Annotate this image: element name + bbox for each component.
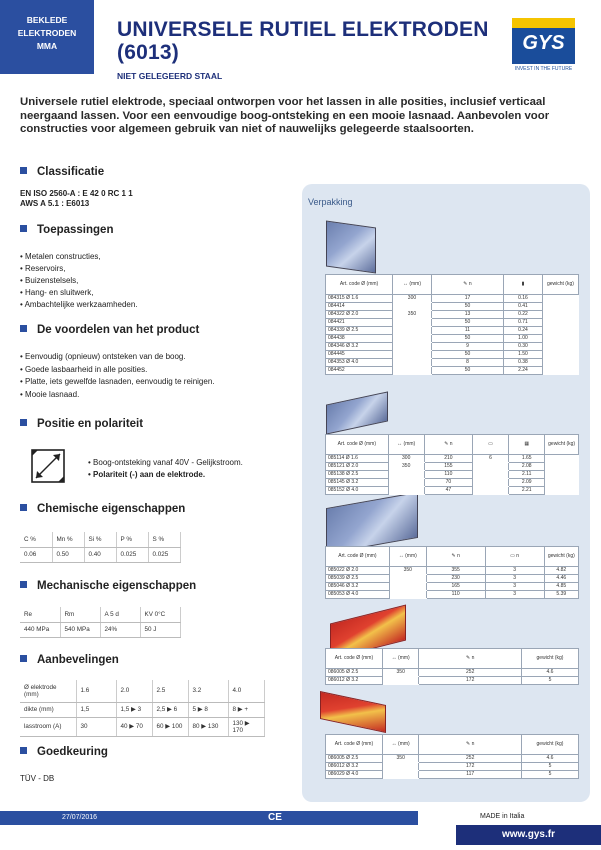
title-line-2: (6013): [117, 41, 179, 64]
table-cell: 0.24: [504, 327, 543, 335]
welding-positions-icon: [30, 448, 66, 484]
table-cell: 4.6: [521, 755, 578, 763]
table-cell: 085145 Ø 3.2: [326, 479, 389, 487]
table-cell: 17: [431, 295, 503, 303]
table-cell: 0.16: [504, 295, 543, 303]
table-cell: 11: [431, 327, 503, 335]
carton-icon: ▦: [524, 441, 530, 447]
website-link[interactable]: www.gys.fr: [456, 825, 601, 845]
list-item: • Platte, iets gewelfde lasnaden, eenvoudig te reinigen.: [20, 376, 215, 389]
table-cell: 084438: [326, 335, 393, 343]
title-line-1: UNIVERSELE RUTIEL ELEKTRODEN: [117, 18, 489, 41]
packaging-table-3: [325, 546, 579, 599]
table-cell: 2,5 ▶ 6: [152, 702, 188, 717]
table-cell: 2.08: [509, 463, 545, 471]
table-cell: 084421: [326, 319, 393, 327]
list-item: • Ambachtelijke werkzaamheden.: [20, 299, 138, 311]
section-toepassingen: Toepassingen: [20, 224, 113, 236]
table-cell: 70: [424, 479, 472, 487]
table-cell: 2.0: [116, 680, 152, 702]
table-cell: 084346 Ø 3.2: [326, 343, 393, 351]
table-cell: 0.40: [84, 547, 116, 562]
table-cell: [382, 677, 418, 685]
table-cell: 230: [426, 575, 485, 583]
list-item: • Boog-ontsteking vanaf 40V - Gelijkstroom.: [88, 457, 243, 469]
table-header: dikte (mm): [20, 702, 76, 717]
packaging-table-2: [325, 434, 579, 495]
table-cell: 350: [393, 311, 432, 319]
table-cell: [382, 771, 418, 779]
table-cell: [472, 487, 508, 495]
table-cell: 086012 Ø 3.2: [326, 677, 383, 685]
table-row: [326, 327, 579, 335]
logo-tagline: INVEST IN THE FUTURE: [514, 66, 573, 72]
table-cell: 440 MPa: [20, 622, 60, 637]
electrode-icon: ✎ n: [466, 741, 475, 747]
table-cell: 117: [419, 771, 522, 779]
table-header: [431, 275, 503, 295]
bullet-square-icon: [20, 225, 27, 232]
table-header: [504, 275, 543, 295]
chemical-table: [20, 532, 181, 563]
table-header: Art. code Ø (mm): [326, 735, 383, 755]
table-cell: 5 ▶ 8: [188, 702, 228, 717]
footer: [0, 811, 601, 850]
table-cell: 350: [389, 567, 426, 575]
table-cell: [393, 359, 432, 367]
table-cell: [388, 471, 424, 479]
table-cell: 3.2: [188, 680, 228, 702]
page-title: [117, 18, 489, 64]
table-header: gewicht (kg): [545, 435, 579, 455]
table-cell: 50: [431, 319, 503, 327]
table-cell: [393, 335, 432, 343]
page-subtitle: NIET GELEGEERD STAAL: [117, 71, 223, 81]
packaging-table-4: [325, 648, 579, 685]
table-cell: [393, 367, 432, 375]
table-cell: 252: [419, 669, 522, 677]
table-cell: [393, 327, 432, 335]
table-cell: 50: [431, 303, 503, 311]
bullet-square-icon: [20, 167, 27, 174]
table-cell: 9: [431, 343, 503, 351]
table-cell: 0.50: [52, 547, 84, 562]
table-cell: 085046 Ø 3.2: [326, 583, 390, 591]
table-cell: 0.30: [504, 343, 543, 351]
table-header: Si %: [84, 532, 116, 547]
table-cell: 8 ▶ +: [228, 702, 264, 717]
table-cell: [472, 463, 508, 471]
table-cell: 8: [431, 359, 503, 367]
table-cell: 085114 Ø 1.6: [326, 455, 389, 463]
table-header: Art. code Ø (mm): [326, 547, 390, 567]
table-row: [326, 755, 579, 763]
table-cell: 130 ▶ 170: [228, 717, 264, 736]
table-cell: 084339 Ø 2.5: [326, 327, 393, 335]
table-cell: 084414: [326, 303, 393, 311]
table-header: S %: [148, 532, 180, 547]
table-header: gewicht (kg): [521, 649, 578, 669]
table-cell: 0.38: [504, 359, 543, 367]
table-cell: [393, 351, 432, 359]
bullet-square-icon: [20, 504, 27, 511]
table-header: ↔ (mm): [393, 275, 432, 295]
table-row: [326, 763, 579, 771]
table-header: lasstroom (A): [20, 717, 76, 736]
box-icon: ▭ n: [510, 553, 520, 559]
table-header: gewicht (kg): [544, 547, 578, 567]
list-item: • Hang- en sluitwerk,: [20, 287, 138, 299]
section-mechanisch: Mechanische eigenschappen: [20, 580, 196, 592]
table-row: [326, 771, 579, 779]
table-cell: 4.0: [228, 680, 264, 702]
table-row: [326, 591, 579, 599]
classification-en-iso: EN ISO 2560-A : E 42 0 RC 1 1: [20, 189, 133, 198]
table-row: [326, 487, 579, 495]
table-cell: 4.6: [521, 669, 578, 677]
table-row: [326, 669, 579, 677]
table-cell: 3: [485, 575, 544, 583]
table-cell: 086005 Ø 2.5: [326, 755, 383, 763]
section-positie: Positie en polariteit: [20, 418, 143, 430]
table-cell: 084353 Ø 4.0: [326, 359, 393, 367]
bullet-square-icon: [20, 325, 27, 332]
table-cell: [388, 487, 424, 495]
bullet-square-icon: [20, 747, 27, 754]
table-cell: 085138 Ø 2.5: [326, 471, 389, 479]
table-cell: 50: [431, 335, 503, 343]
table-cell: 084452: [326, 367, 393, 375]
table-cell: 1,5: [76, 702, 116, 717]
list-item: • Goede lasbaarheid in alle posities.: [20, 364, 215, 377]
table-cell: 0.025: [116, 547, 148, 562]
table-cell: [393, 343, 432, 351]
table-cell: [388, 479, 424, 487]
table-row: [326, 479, 579, 487]
list-item: • Eenvoudig (opnieuw) ontsteken van de boog.: [20, 351, 215, 364]
intro-paragraph: Universele rutiel elektrode, speciaal ontworpen voor het lassen in alle posities, inclusief verticaal neergaand lassen. Voor een eenvoudige boog-ontsteking en een mooie lasnaad. Aanbevolen voor constructies voor algemeen gebruik van niet of nauwelijks gelegeerde staalsoorten.: [20, 96, 550, 135]
table-cell: 084445: [326, 351, 393, 359]
list-item: • Reservoirs,: [20, 263, 138, 275]
electrode-icon: ✎ n: [444, 441, 453, 447]
table-row: [326, 471, 579, 479]
table-cell: [389, 583, 426, 591]
table-cell: 1.50: [504, 351, 543, 359]
table-cell: 3: [485, 591, 544, 599]
classification-lines: [20, 189, 133, 209]
product-category-tag: [0, 0, 94, 74]
table-cell: 4.82: [544, 567, 578, 575]
table-cell: [393, 303, 432, 311]
table-cell: 085039 Ø 2.5: [326, 575, 390, 583]
table-cell: 50 J: [140, 622, 180, 637]
table-row: [326, 351, 579, 359]
table-cell: [389, 575, 426, 583]
list-item: • Polariteit (-) aan de elektrode.: [88, 469, 243, 481]
bullet-square-icon: [20, 419, 27, 426]
made-in-label: MADE in Italia: [480, 813, 525, 820]
table-row: [326, 575, 579, 583]
table-cell: 1.65: [509, 455, 545, 463]
table-row: [326, 343, 579, 351]
section-aanbevelingen: Aanbevelingen: [20, 654, 119, 666]
table-cell: 086029 Ø 4.0: [326, 771, 383, 779]
document-date: 27/07/2016: [62, 814, 98, 821]
logo-text: GYS: [522, 32, 565, 54]
applications-list: [20, 251, 138, 311]
table-cell: 165: [426, 583, 485, 591]
recommendations-table: [20, 680, 265, 737]
table-cell: 47: [424, 487, 472, 495]
box-icon: ▭: [488, 441, 493, 447]
table-cell: 1,5 ▶ 3: [116, 702, 152, 717]
table-cell: [472, 479, 508, 487]
advantages-list: [20, 351, 215, 401]
category-line-1: BEKLEDE: [26, 15, 68, 25]
table-cell: 085053 Ø 4.0: [326, 591, 390, 599]
table-cell: 2.5: [152, 680, 188, 702]
table-row: [326, 455, 579, 463]
table-row: [326, 367, 579, 375]
bullet-square-icon: [20, 655, 27, 662]
table-row: [326, 359, 579, 367]
table-header: KV 0°C: [140, 607, 180, 622]
table-cell: 5: [521, 677, 578, 685]
table-cell: 085022 Ø 2.0: [326, 567, 390, 575]
packaging-table-1: [325, 274, 579, 375]
table-cell: 0.06: [20, 547, 52, 562]
table-header: ↔ (mm): [382, 735, 418, 755]
table-cell: 2.11: [509, 471, 545, 479]
table-header: gewicht (kg): [542, 275, 578, 295]
table-cell: 0.71: [504, 319, 543, 327]
table-header: ↔ (mm): [388, 435, 424, 455]
table-cell: 0.22: [504, 311, 543, 319]
table-cell: 085152 Ø 4.0: [326, 487, 389, 495]
table-cell: 24%: [100, 622, 140, 637]
table-cell: 350: [382, 669, 418, 677]
table-header: Art. code Ø (mm): [326, 275, 393, 295]
table-cell: 2.21: [509, 487, 545, 495]
polarity-list: [88, 457, 243, 480]
electrode-icon: ✎ n: [466, 655, 475, 661]
table-header: Rm: [60, 607, 100, 622]
table-cell: 50: [431, 367, 503, 375]
table-header: [419, 735, 522, 755]
table-header: [426, 547, 485, 567]
table-row: [326, 335, 579, 343]
table-cell: [382, 763, 418, 771]
category-line-2: ELEKTRODEN: [17, 28, 77, 38]
table-header: [472, 435, 508, 455]
table-header: [424, 435, 472, 455]
table-cell: 210: [424, 455, 472, 463]
table-row: [326, 303, 579, 311]
table-header: Art. code Ø (mm): [326, 649, 383, 669]
table-cell: 3: [485, 583, 544, 591]
list-item: • Buizenstelsels,: [20, 275, 138, 287]
table-cell: 80 ▶ 130: [188, 717, 228, 736]
list-item: • Metalen constructies,: [20, 251, 138, 263]
table-cell: 084315 Ø 1.6: [326, 295, 393, 303]
table-header: Ø elektrode (mm): [20, 680, 76, 702]
table-cell: 5.39: [544, 591, 578, 599]
table-cell: 1.00: [504, 335, 543, 343]
table-row: [326, 583, 579, 591]
table-cell: 0.025: [148, 547, 180, 562]
table-header: A 5 d: [100, 607, 140, 622]
table-header: [509, 435, 545, 455]
table-cell: [393, 319, 432, 327]
table-cell: 0.41: [504, 303, 543, 311]
section-chemisch: Chemische eigenschappen: [20, 503, 185, 515]
table-header: P %: [116, 532, 148, 547]
table-row: [326, 567, 579, 575]
table-cell: 355: [426, 567, 485, 575]
table-cell: 110: [426, 591, 485, 599]
mechanical-table: [20, 607, 181, 638]
table-cell: 6: [472, 455, 508, 463]
table-header: ↔ (mm): [382, 649, 418, 669]
table-cell: 1.6: [76, 680, 116, 702]
table-cell: 50: [431, 351, 503, 359]
section-goedkeuring: Goedkeuring: [20, 746, 108, 758]
table-header: [485, 547, 544, 567]
table-cell: [389, 591, 426, 599]
table-cell: 110: [424, 471, 472, 479]
packaging-title: Verpakking: [308, 197, 353, 207]
table-cell: 300: [393, 295, 432, 303]
table-cell: 5: [521, 763, 578, 771]
table-header: ↔ (mm): [389, 547, 426, 567]
table-row: [326, 677, 579, 685]
table-header: Art. code Ø (mm): [326, 435, 389, 455]
table-cell: 40 ▶ 70: [116, 717, 152, 736]
table-cell: 2.09: [509, 479, 545, 487]
table-header: gewicht (kg): [521, 735, 578, 755]
classification-aws: AWS A 5.1 : E6013: [20, 199, 90, 208]
table-cell: 086005 Ø 2.5: [326, 669, 383, 677]
electrode-icon: ✎ n: [463, 281, 472, 287]
table-cell: 085121 Ø 2.0: [326, 463, 389, 471]
table-cell: 30: [76, 717, 116, 736]
table-cell: 13: [431, 311, 503, 319]
table-cell: 60 ▶ 100: [152, 717, 188, 736]
table-cell: 252: [419, 755, 522, 763]
table-header: Mn %: [52, 532, 84, 547]
table-cell: 2.24: [504, 367, 543, 375]
packaging-table-5: [325, 734, 579, 779]
table-cell: 5: [521, 771, 578, 779]
table-cell: 086012 Ø 3.2: [326, 763, 383, 771]
category-line-3: MMA: [36, 41, 58, 51]
table-cell: 300: [388, 455, 424, 463]
table-cell: 172: [419, 677, 522, 685]
table-header: Re: [20, 607, 60, 622]
table-cell: 172: [419, 763, 522, 771]
gys-logo: [512, 18, 575, 76]
table-header: [419, 649, 522, 669]
list-item: • Mooie lasnaad.: [20, 389, 215, 402]
table-row: [326, 311, 579, 319]
table-cell: 084322 Ø 2.0: [326, 311, 393, 319]
table-cell: 350: [388, 463, 424, 471]
bullet-square-icon: [20, 581, 27, 588]
table-cell: 540 MPa: [60, 622, 100, 637]
electrode-tube-image: [326, 220, 376, 273]
table-header: C %: [20, 532, 52, 547]
table-cell: 4.46: [544, 575, 578, 583]
table-cell: 350: [382, 755, 418, 763]
footer-bar: [0, 811, 418, 825]
table-cell: [472, 471, 508, 479]
table-cell: 4.85: [544, 583, 578, 591]
table-row: [326, 463, 579, 471]
tube-icon: ▮: [521, 281, 525, 287]
electrode-icon: ✎ n: [451, 553, 460, 559]
table-cell: 3: [485, 567, 544, 575]
approval-value: TÜV - DB: [20, 774, 55, 783]
table-row: [326, 319, 579, 327]
ce-mark-icon: CE: [268, 812, 282, 823]
table-row: [326, 295, 579, 303]
section-voordelen: De voordelen van het product: [20, 324, 199, 336]
section-classificatie: Classificatie: [20, 166, 104, 178]
table-cell: 155: [424, 463, 472, 471]
